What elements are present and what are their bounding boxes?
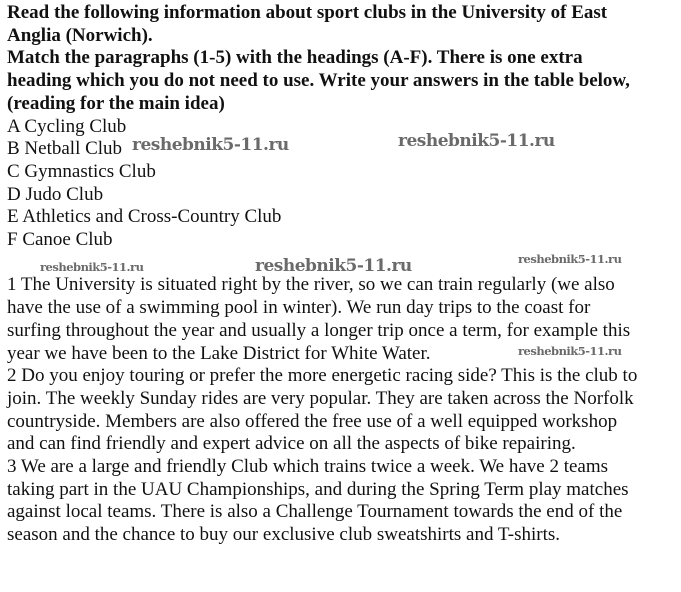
paragraph-line: season and the chance to buy our exclusive club sweatshirts and T-shirts.	[7, 524, 560, 546]
heading-c: C Gymnastics Club	[7, 160, 156, 182]
headings-list	[7, 116, 679, 252]
paragraph-line: 3 We are a large and friendly Club which trains twice a week. We have 2 teams	[7, 456, 609, 478]
paragraph-line: and can find friendly and expert advice on all the aspects of bike repairing.	[7, 433, 576, 455]
instruction-line: Anglia (Norwich).	[7, 24, 153, 46]
watermark: reshebnik5-11.ru	[518, 344, 622, 358]
instruction-line: heading which you do not need to use. Write your answers in the table below,	[7, 70, 630, 92]
paragraph-line: year we have been to the Lake District for White Water.	[7, 342, 431, 364]
instruction-line: Read the following information about sport clubs in the University of East	[7, 2, 608, 23]
paragraph-line: have the use of a swimming pool in winter). We run day trips to the coast for	[7, 297, 591, 319]
watermark: reshebnik5-11.ru	[40, 260, 144, 274]
paragraph-line: taking part in the UAU Championships, and during the Spring Term play matches	[7, 478, 629, 500]
instruction-line: Match the paragraphs (1-5) with the headings (A-F). There is one extra	[7, 47, 583, 69]
instructions	[7, 2, 679, 116]
paragraph-line: 2 Do you enjoy touring or prefer the more energetic racing side? This is the club to	[7, 365, 638, 387]
watermark: reshebnik5-11.ru	[132, 135, 289, 155]
paragraph-line: countryside. Members are also offered the free use of a well equipped workshop	[7, 410, 618, 432]
paragraph-line: against local teams. There is also a Challenge Tournament towards the end of the	[7, 501, 623, 523]
watermark: reshebnik5-11.ru	[518, 252, 622, 266]
paragraph-line: 1 The University is situated right by the river, so we can train regularly (we also	[7, 274, 615, 296]
heading-e: E Athletics and Cross-Country Club	[7, 206, 282, 228]
paragraph-line: join. The weekly Sunday rides are very popular. They are taken across the Norfolk	[7, 387, 634, 409]
paragraph-line: surfing throughout the year and usually a longer trip once a term, for example this	[7, 319, 631, 341]
heading-d: D Judo Club	[7, 183, 104, 205]
heading-b: B Netball Club	[7, 138, 123, 160]
heading-a: A Cycling Club	[7, 115, 127, 137]
heading-f: F Canoe Club	[7, 229, 113, 251]
paragraph-2	[7, 365, 679, 456]
paragraph-3	[7, 456, 679, 547]
watermark: reshebnik5-11.ru	[255, 256, 412, 276]
watermark: reshebnik5-11.ru	[398, 131, 555, 151]
instruction-line: (reading for the main idea)	[7, 92, 225, 114]
